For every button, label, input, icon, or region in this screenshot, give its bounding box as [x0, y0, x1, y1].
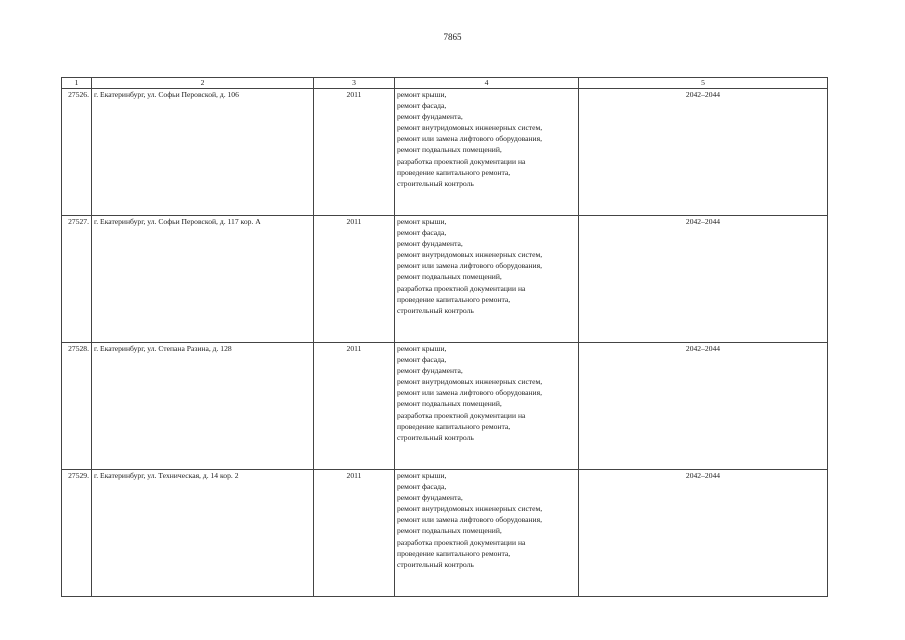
work-item: ремонт фундамента,: [397, 112, 463, 122]
work-item: ремонт внутридомовых инженерных систем,: [397, 123, 543, 133]
works-cell: [395, 470, 579, 597]
column-header: 4: [395, 78, 579, 89]
work-item: ремонт подвальных помещений,: [397, 145, 502, 155]
year-cell: 2011: [314, 343, 395, 470]
work-item: ремонт фундамента,: [397, 239, 463, 249]
row-number: 27527.: [62, 216, 92, 343]
work-item: ремонт фундамента,: [397, 366, 463, 376]
column-header: 3: [314, 78, 395, 89]
page-number: 7865: [443, 32, 462, 42]
work-item: ремонт внутридомовых инженерных систем,: [397, 250, 543, 260]
work-item: ремонт или замена лифтового оборудования,: [397, 388, 542, 398]
work-item: разработка проектной документации на: [397, 410, 526, 420]
table-row: [62, 89, 828, 216]
row-number: 27526.: [62, 89, 92, 216]
column-number-header-row: [62, 78, 828, 89]
period-cell: 2042–2044: [579, 470, 828, 597]
work-item: разработка проектной документации на: [397, 537, 526, 547]
work-item: ремонт внутридомовых инженерных систем,: [397, 504, 543, 514]
column-header: 2: [92, 78, 314, 89]
table-row: [62, 216, 828, 343]
work-item: строительный контроль: [397, 432, 474, 442]
table-row: [62, 343, 828, 470]
year-cell: 2011: [314, 216, 395, 343]
period-cell: 2042–2044: [579, 216, 828, 343]
work-item: ремонт крыши,: [397, 217, 447, 226]
work-item: разработка проектной документации на: [397, 156, 526, 166]
column-header: 5: [579, 78, 828, 89]
work-item: ремонт или замена лифтового оборудования,: [397, 261, 542, 271]
work-item: ремонт фасада,: [397, 482, 447, 492]
work-item: ремонт крыши,: [397, 90, 447, 99]
period-cell: 2042–2044: [579, 89, 828, 216]
work-item: проведение капитального ремонта,: [397, 548, 511, 558]
work-item: строительный контроль: [397, 559, 474, 569]
work-item: ремонт фундамента,: [397, 493, 463, 503]
year-cell: 2011: [314, 470, 395, 597]
repair-schedule-table: [61, 77, 828, 597]
work-item: проведение капитального ремонта,: [397, 294, 511, 304]
address-cell: г. Екатеринбург, ул. Софьи Перовской, д. 106: [92, 89, 314, 216]
works-cell: [395, 343, 579, 470]
row-number: 27528.: [62, 343, 92, 470]
work-item: ремонт крыши,: [397, 344, 447, 353]
work-item: ремонт фасада,: [397, 228, 447, 238]
work-item: ремонт или замена лифтового оборудования,: [397, 515, 542, 525]
work-item: разработка проектной документации на: [397, 283, 526, 293]
work-item: ремонт подвальных помещений,: [397, 399, 502, 409]
work-item: ремонт фасада,: [397, 101, 447, 111]
works-cell: [395, 216, 579, 343]
table-row: [62, 470, 828, 597]
works-cell: [395, 89, 579, 216]
period-cell: 2042–2044: [579, 343, 828, 470]
work-item: проведение капитального ремонта,: [397, 167, 511, 177]
work-item: ремонт внутридомовых инженерных систем,: [397, 377, 543, 387]
column-header: 1: [62, 78, 92, 89]
year-cell: 2011: [314, 89, 395, 216]
work-item: ремонт крыши,: [397, 471, 447, 480]
work-item: ремонт или замена лифтового оборудования,: [397, 134, 542, 144]
address-cell: г. Екатеринбург, ул. Степана Разина, д. 128: [92, 343, 314, 470]
row-number: 27529.: [62, 470, 92, 597]
address-cell: г. Екатеринбург, ул. Софьи Перовской, д. 117 кор. А: [92, 216, 314, 343]
work-item: строительный контроль: [397, 178, 474, 188]
work-item: ремонт подвальных помещений,: [397, 272, 502, 282]
work-item: проведение капитального ремонта,: [397, 421, 511, 431]
work-item: строительный контроль: [397, 305, 474, 315]
work-item: ремонт фасада,: [397, 355, 447, 365]
address-cell: г. Екатеринбург, ул. Техническая, д. 14 кор. 2: [92, 470, 314, 597]
work-item: ремонт подвальных помещений,: [397, 526, 502, 536]
